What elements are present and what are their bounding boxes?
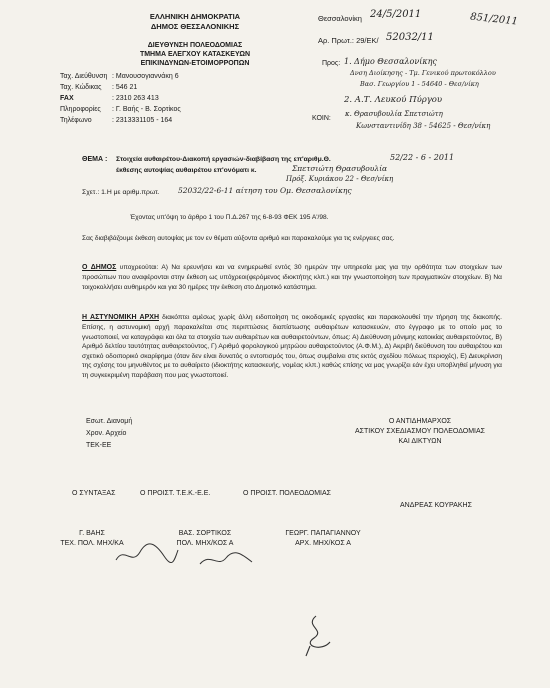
- department-title: ΤΜΗΜΑ ΕΛΕΓΧΟΥ ΚΑΤΑΣΚΕΥΩΝ: [139, 51, 251, 58]
- fax-label: FAX: [60, 95, 74, 102]
- staff-name-2: ΒΑΣ. ΣΟΡΤΙΚΟΣ: [178, 530, 232, 537]
- city-date-label: Θεσσαλονίκη: [318, 14, 362, 23]
- signatory-name: ΑΝΔΡΕΑΣ ΚΟΥΡΑΚΗΣ: [400, 502, 472, 509]
- recipient-1-address: Βασ. Γεωργίου 1 - 54640 - Θεσ/νίκη: [360, 80, 479, 88]
- tek-ee: ΤΕΚ-ΕΕ: [86, 442, 112, 449]
- signatory-title-3: ΚΑΙ ΔΙΚΤΥΩΝ: [398, 438, 442, 445]
- to-label: Προς:: [322, 60, 341, 67]
- subject-line-1: Στοιχεία αυθαιρέτου-Διακοπή εργασιών-διαβίβαση της επ'αριθμ.Θ.: [116, 156, 331, 163]
- forward-paragraph: Σας διαβιβάζουμε έκθεση αυτοψίας με τον εν θέματι αύξοντα αριθμό και παρακαλούμε για τις ενέργειες σας.: [82, 235, 395, 242]
- staff-name-3: ΓΕΩΡΓ. ΠΑΠΑΓΙΑΝΝΟΥ: [285, 530, 361, 537]
- staff-name-1: Γ. ΒΑΗΣ: [79, 530, 105, 537]
- chronological-archive: Χρον. Αρχείο: [86, 430, 127, 437]
- protocol-label: Αρ. Πρωτ.: 29/ΕΚ/: [318, 36, 379, 45]
- cc-recipient-address: Κωνσταντινίδη 38 - 54625 - Θεσ/νίκη: [356, 122, 491, 130]
- recipient-1: 1. Δήμο Θεσσαλονίκης: [344, 57, 437, 66]
- signature-kourakis: [296, 612, 336, 658]
- role-author: Ο ΣΥΝΤΑΞΑΣ: [72, 490, 116, 497]
- subject-label: ΘΕΜΑ :: [82, 156, 108, 163]
- reference-handwritten: 52032/22-6-11 αίτηση του Ομ. Θεσσαλονίκης: [178, 186, 352, 195]
- reference-label: Σχετ.: 1.Η με αριθμ.πρωτ.: [82, 189, 160, 196]
- subject-handwritten-address: Πρόξ. Κυριάκου 22 - Θεσ/νίκη: [286, 175, 394, 183]
- subject-handwritten-number: 52/22 - 6 - 2011: [390, 153, 455, 162]
- phone-value: : 2313331105 - 164: [112, 117, 173, 124]
- municipality-obligations-text: υποχρεούται: Α) Να ερευνήσει και να ενημερωθεί εντός 30 ημερών την υπηρεσία μας για την ορθότητα των στοιχείων των προσώπων που αναφέρονται στην έκθεση ως υπόχρεοι(φερόμενος ιδιοκτήτης κλπ.) και την γνωστοποίηση των πραγματικών στοιχείων. Β) Να τοιχοκολλήσει αυθημερόν και για 30 ημέρες την έκθεση στο Δημοτικό κατάστημα.: [82, 264, 502, 291]
- police-obligations-text: διακόπτει αμέσως χωρίς άλλη ειδοποίηση τις οικοδομικές εργασίες και παρακολουθεί την τήρηση της διακοπής. Επίσης, η αστυνομική αρχή παρακαλείται στις περιπτώσεις διαπίστωσης αυθαιρέτων κατασκευών, στο έγγραφο με το οποίο μας το γνωστοποιεί, να καταγράφει και όλα τα στοιχεία των αυθαιρέτων και αυθαιρετούντων, όπως: Α) Διεύθυνση μόνιμης κατοικίας αυθαιρετούντος, Β) Αριθμό δελτίου ταυτότητας αυθαιρετούντος, Γ) Αριθμό φορολογικού μητρώου αυθαιρετούντος (Α.Φ.Μ.), Δ) Ακριβή διεύθυνση του αυθαιρέτου και σχετικό οδοιπορικό σκαρίφημα (όταν δεν είναι δυνατός ο εντοπισμός του, όπως συμβαίνει στις εκτός σχεδίου πόλεως περιοχές), Ε) Διευκρίνιση της σχέσης του μηνυθέντος με το αυθαίρετο (ιδιοκτήτης κατασκευής, νομέας κλπ.) καθώς επίσης να μας γνωρίζει εάν έχει υποβληθεί μήνυση για τη συγκεκριμένη παράβαση που μας γνωστοποιεί.: [82, 314, 502, 379]
- subject-line-2: έκθεσης αυτοψίας αυθαιρέτου επ'ονόματι κ.: [116, 167, 257, 174]
- staff-title-1: ΤΕΧ. ΠΟΛ. ΜΗΧ/ΚΑ: [60, 540, 124, 547]
- cc-label: ΚΟΙΝ:: [312, 115, 331, 122]
- recipient-1-dept: Δνση Διοίκησης - Τμ. Γενικού πρωτοκόλλου: [350, 69, 496, 77]
- department-subtitle: ΕΠΙΚΙΝΔΥΝΩΝ-ΕΤΟΙΜΟΡΡΟΠΩΝ: [140, 60, 250, 67]
- municipality-obligations-paragraph: [82, 263, 502, 292]
- handwritten-protocol-number: 52032/11: [386, 32, 434, 43]
- police-obligations-label: Η ΑΣΤΥΝΟΜΙΚΗ ΑΡΧΗ: [82, 314, 160, 321]
- staff-title-3: ΑΡΧ. ΜΗΧ/ΚΟΣ Α: [295, 540, 351, 547]
- role-head-tek: Ο ΠΡΟΙΣΤ. Τ.Ε.Κ.-Ε.Ε.: [140, 490, 211, 497]
- municipality-obligations-label: Ο ΔΗΜΟΣ: [82, 264, 117, 271]
- staff-title-2: ΠΟΛ. ΜΗΧ/ΚΟΣ Α: [176, 540, 234, 547]
- address-value: : Μανουσογιαννάκη 6: [112, 73, 179, 80]
- recipient-2: 2. Α.Τ. Λευκού Πύργου: [344, 95, 443, 105]
- handwritten-stamp-number: 851/2011: [469, 11, 519, 28]
- phone-label: Τηλέφωνο: [60, 117, 92, 124]
- cc-recipient-name: κ. Θρασυβουλία Σπετσιώτη: [345, 110, 443, 118]
- signatory-title-2: ΑΣΤΙΚΟΥ ΣΧΕΔΙΑΣΜΟΥ ΠΟΛΕΟΔΟΜΙΑΣ: [355, 428, 485, 435]
- address-label: Ταχ. Διεύθυνση: [60, 73, 108, 80]
- postcode-value: : 546 21: [112, 84, 138, 91]
- signatory-title-1: Ο ΑΝΤΙΔΗΜΑΡΧΟΣ: [388, 418, 452, 425]
- role-head-urban: Ο ΠΡΟΙΣΤ. ΠΟΛΕΟΔΟΜΙΑΣ: [243, 490, 331, 497]
- info-label: Πληροφορίες: [60, 106, 101, 113]
- postcode-label: Ταχ. Κώδικας: [60, 84, 102, 91]
- info-value: : Γ. Βαής - Β. Σορτίκος: [112, 106, 181, 113]
- internal-distribution: Εσωτ. Διανομή: [86, 418, 133, 425]
- handwritten-date: 24/5/2011: [370, 9, 422, 20]
- municipality-title: ΔΗΜΟΣ ΘΕΣΣΑΛΟΝΙΚΗΣ: [150, 22, 240, 31]
- subject-handwritten-name: Σπετσιώτη Θρασυβουλία: [292, 164, 388, 173]
- police-obligations-paragraph: [82, 313, 502, 380]
- signature-papagiannou: [196, 548, 256, 572]
- republic-title: ΕΛΛΗΝΙΚΗ ΔΗΜΟΚΡΑΤΙΑ: [149, 12, 241, 21]
- fax-value: : 2310 263 413: [112, 95, 159, 102]
- having-regard-line: Έχοντας υπ'όψη το άρθρο 1 του Π.Δ.267 της 6-8-93 ΦΕΚ 195 Α'/98.: [130, 214, 329, 221]
- signature-sortikos: [112, 540, 182, 570]
- directorate-title: ΔΙΕΥΘΥΝΣΗ ΠΟΛΕΟΔΟΜΙΑΣ: [147, 42, 243, 49]
